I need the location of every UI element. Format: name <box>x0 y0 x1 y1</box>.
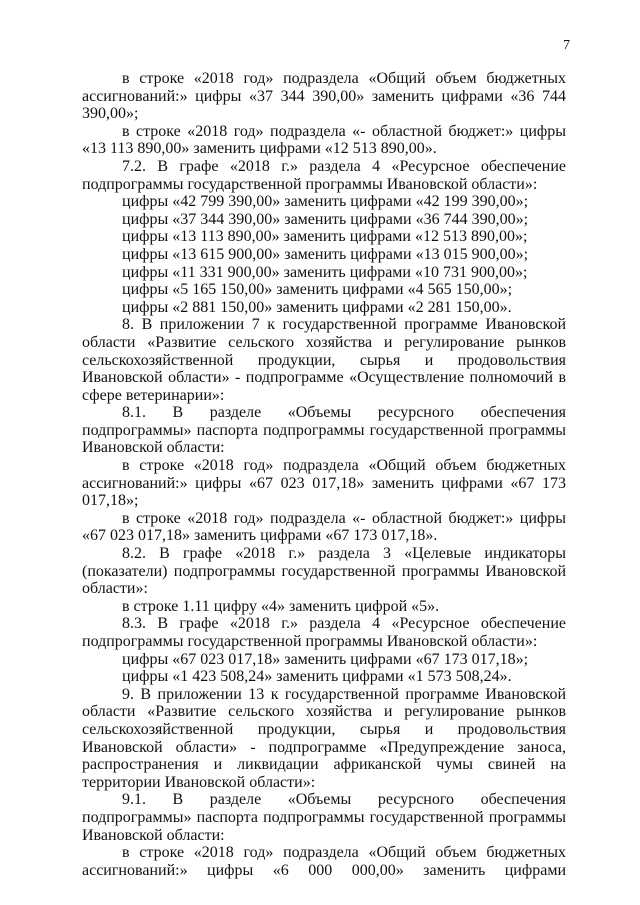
paragraph: 7.2. В графе «2018 г.» раздела 4 «Ресурсное обеспечение подпрограммы государственной программы Ивановской области»: <box>82 157 566 193</box>
paragraph: цифры «11 331 900,00» заменить цифрами «10 731 900,00»; <box>122 263 528 281</box>
paragraph: цифры «37 344 390,00» заменить цифрами «36 744 390,00»; <box>122 210 529 228</box>
paragraph: цифры «42 799 390,00» заменить цифрами «42 199 390,00»; <box>122 193 529 211</box>
paragraph: цифры «13 113 890,00» заменить цифрами «12 513 890,00»; <box>122 228 528 246</box>
document-body <box>82 70 566 879</box>
paragraph: цифры «5 165 150,00» заменить цифрами «4 565 150,00»; <box>122 281 513 299</box>
paragraph: 8.3. В графе «2018 г.» раздела 4 «Ресурсное обеспечение подпрограммы государственной программы Ивановской области»: <box>82 615 566 650</box>
paragraph: 9. В приложении 13 к государственной программе Ивановской области «Развитие сельского хозяйства и регулирование рынков сельскохозяйственной продукции, сырья и продовольствия Ивановской области» - подпрограммe «Предупреждение заноса, распространения и ликвидации африканской чумы свиней на территории Ивановской области»: <box>82 685 566 791</box>
paragraph: в строке «2018 год» подраздела «Общий объем бюджетных ассигнований:» цифры «37 344 390,00» заменить цифрами «36 744 390,00»; <box>82 70 566 123</box>
paragraph: в строке 1.11 цифру «4» заменить цифрой «5». <box>122 597 440 615</box>
paragraph: в строке «2018 год» подраздела «Общий объем бюджетных ассигнований:» цифры «67 023 017,18» заменить цифрами «67 173 017,18»; <box>82 457 566 510</box>
paragraph: 8.2. В графе «2018 г.» раздела 3 «Целевые индикаторы (показатели) подпрограммы государственной программы Ивановской области»: <box>82 545 566 598</box>
paragraph: в строке «2018 год» подраздела «Общий объем бюджетных ассигнований:» цифры «6 000 000,00» заменить цифрами <box>82 844 566 879</box>
paragraph: в строке «2018 год» подраздела «- областной бюджет:» цифры «67 023 017,18» заменить цифрами «67 173 017,18». <box>82 509 566 545</box>
paragraph: цифры «67 023 017,18» заменить цифрами «67 173 017,18»; <box>122 650 529 668</box>
paragraph: 9.1. В разделе «Объемы ресурсного обеспечения подпрограммы» паспорта подпрограммы государственной программы Ивановской области: <box>82 791 566 844</box>
paragraph: 8. В приложении 7 к государственной программе Ивановской области «Развитие сельского хозяйства и регулирование рынков сельскохозяйственной продукции, сырья и продовольствия Ивановской области» - подпрограмме «Осуществление полномочий в сфере ветеринарии»: <box>82 316 566 404</box>
paragraph: цифры «13 615 900,00» заменить цифрами «13 015 900,00»; <box>122 245 529 263</box>
paragraph: цифры «1 423 508,24» заменить цифрами «1 573 508,24». <box>122 668 512 686</box>
paragraph: цифры «2 881 150,00» заменить цифрами «2 281 150,00». <box>122 298 512 316</box>
paragraph: 8.1. В разделе «Объемы ресурсного обеспечения подпрограммы» паспорта подпрограммы государственной программы Ивановской области: <box>82 404 566 457</box>
paragraph: в строке «2018 год» подраздела «- областной бюджет:» цифры «13 113 890,00» заменить цифрами «12 513 890,00». <box>82 122 566 158</box>
page-number: 7 <box>563 38 570 53</box>
